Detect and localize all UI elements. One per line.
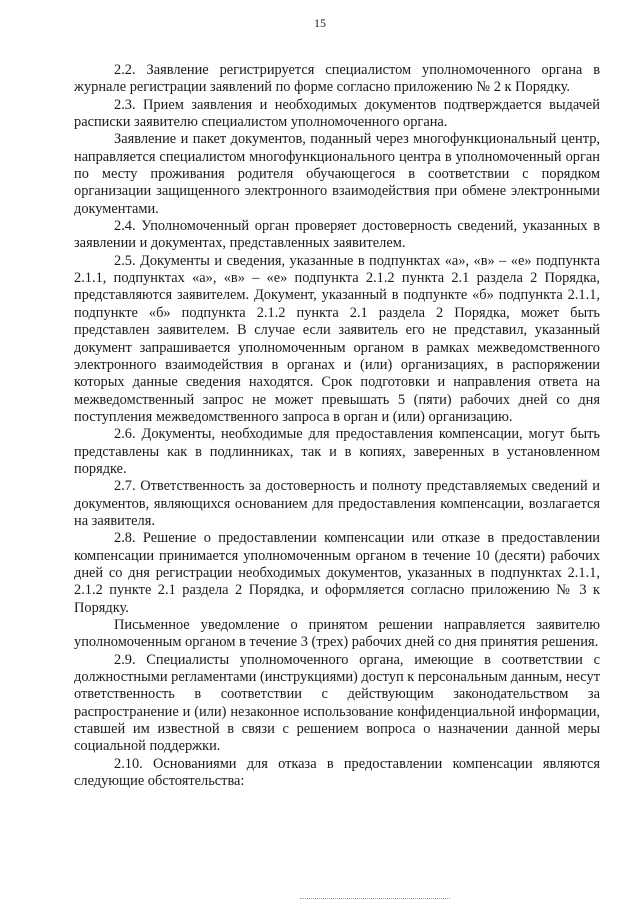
paragraph-decision-notice: Письменное уведомление о принятом решении направляется заявителю уполномоченным органом в течение 3 (трех) рабочих дней со дня принятия решения. bbox=[74, 617, 600, 651]
scan-artifact-line bbox=[300, 898, 450, 900]
paragraph-2-8: 2.8. Решение о предоставлении компенсации или отказе в предоставлении компенсации принимается уполномоченным органом в течение 10 (десяти) рабочих дней со дня регистрации необходимых документов, указанных в подпунктах 2.1.1, 2.1.2 пункте 2.1 раздела 2 Порядка, и оформляется согласно приложению № 3 к Порядку. bbox=[74, 530, 600, 616]
paragraph-2-4: 2.4. Уполномоченный орган проверяет достоверность сведений, указанных в заявлении и документах, представленных заявителем. bbox=[74, 218, 600, 252]
paragraph-2-10: 2.10. Основаниями для отказа в предоставлении компенсации являются следующие обстоятельства: bbox=[74, 755, 600, 790]
page-number: 15 bbox=[314, 16, 326, 30]
paragraph-2-3: 2.3. Прием заявления и необходимых документов подтверждается выдачей расписки заявителю специалистом уполномоченного органа. bbox=[74, 96, 600, 131]
paragraph-2-7: 2.7. Ответственность за достоверность и полноту представляемых сведений и документов, являющихся основанием для предоставления компенсации, возлагается на заявителя. bbox=[74, 478, 600, 529]
paragraph-2-6: 2.6. Документы, необходимые для предоставления компенсации, могут быть представлены как в подлинниках, так и в копиях, заверенных в установленном порядке. bbox=[74, 426, 600, 477]
paragraph-mfc-submission: Заявление и пакет документов, поданный через многофункциональный центр, направляется специалистом многофункционального центра в уполномоченный орган по месту проживания родителя обучающегося в соответствии с порядком организации защищенного электронного взаимодействия при обмене электронными документами. bbox=[74, 131, 600, 217]
paragraph-2-2: 2.2. Заявление регистрируется специалистом уполномоченного органа в журнале регистрации заявлений по форме согласно приложению № 2 к Порядку. bbox=[74, 62, 600, 96]
paragraph-2-9: 2.9. Специалисты уполномоченного органа, имеющие в соответствии с должностными регламентами (инструкциями) доступ к персональным данным, несут ответственность в соответствии с действующим законодательством за распространение и (или) незаконное использование конфиденциальной информации, ставшей им известной в связи с решением вопроса о назначении данной меры социальной поддержки. bbox=[74, 651, 600, 755]
document-body bbox=[74, 62, 600, 790]
paragraph-2-5: 2.5. Документы и сведения, указанные в подпунктах «а», «в» – «е» подпункта 2.1.1, подпунктах «а», «в» – «е» подпункта 2.1.2 пункта 2.1 раздела 2 Порядка, представляются заявителем. Документ, указанный в подпункте «б» подпункта 2.1.1, подпункте «б» подпункта 2.1.2 пункта 2.1 раздела 2 Порядка, может быть представлен заявителем. В случае если заявитель его не представил, указанный документ запрашивается уполномоченным органом в рамках межведомственного электронного взаимодействия в органах и (или) организациях, в распоряжении которых данные сведения находятся. Срок подготовки и направления ответа на межведомственный запрос не может превышать 5 (пяти) рабочих дней со дня поступления межведомственного запроса в орган и (или) организацию. bbox=[74, 252, 600, 425]
